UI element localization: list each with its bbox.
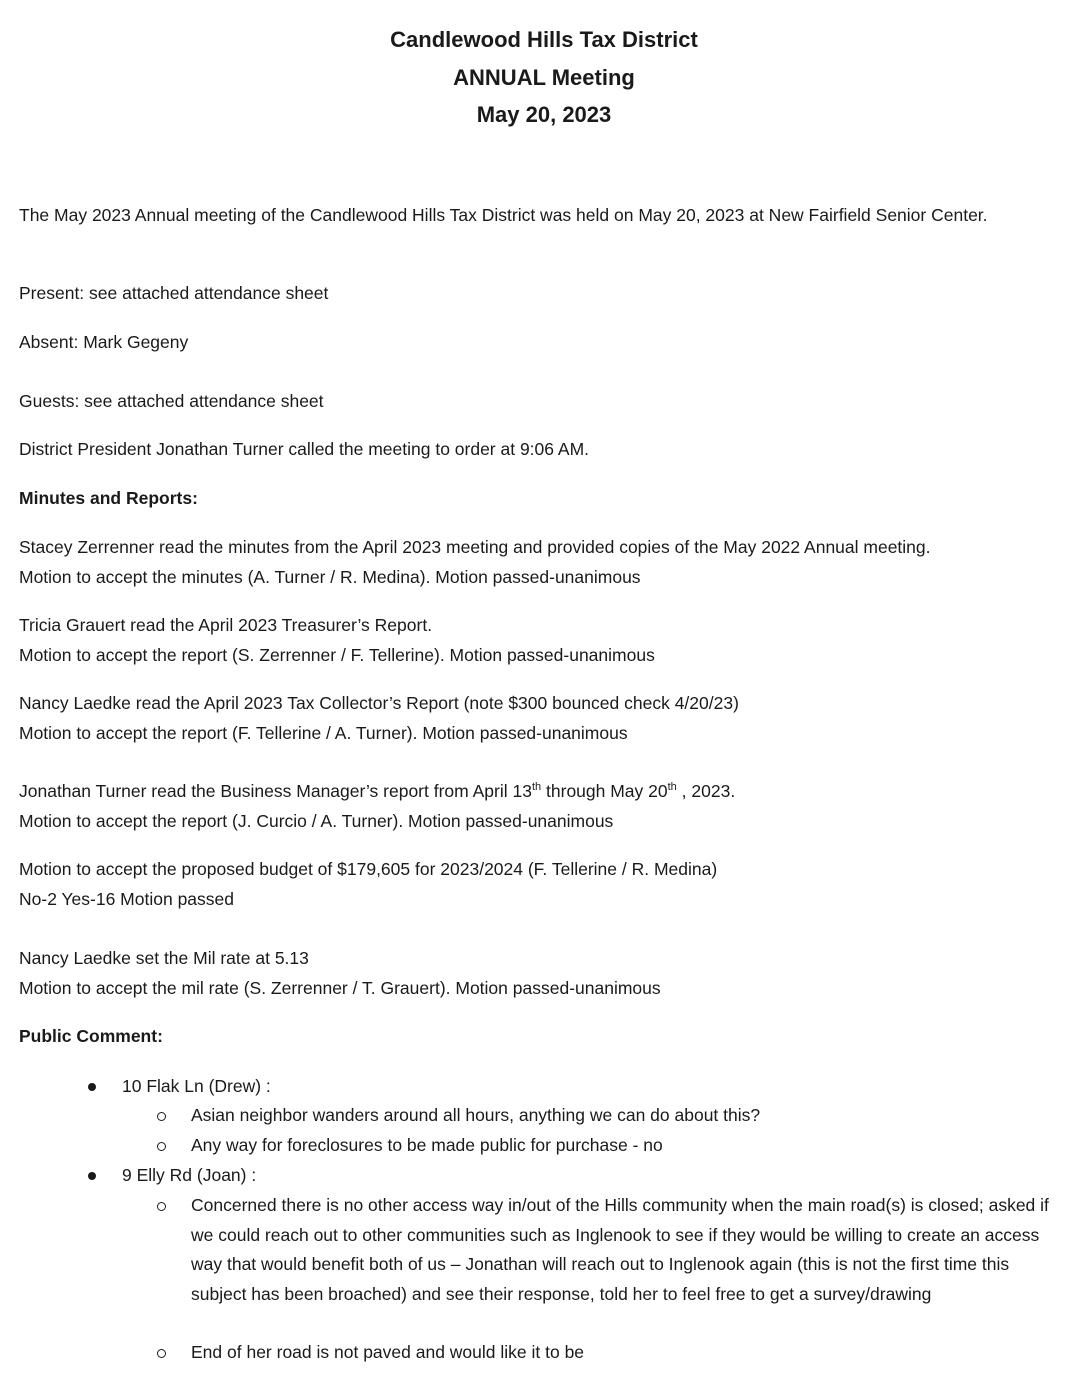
circle-bullet-icon: [157, 1112, 166, 1121]
comment-item: Concerned there is no other access way in/out of the Hills community when the main road(s) is closed; asked if we could reach out to other communities such as Inglenook to see if they would be willing to create an access way that would benefit both of us – Jonathan will reach out to Inglenook again (this is not the first time this subject has been broached) and see their response, told her to feel free to get a survey/drawing: [191, 1195, 1049, 1304]
intro-paragraph: The May 2023 Annual meeting of the Candlewood Hills Tax District was held on May 20, 2023 at New Fairfield Senior Center.: [19, 205, 988, 225]
treasurer-block: [19, 611, 1059, 670]
circle-bullet-icon: [157, 1349, 166, 1358]
mil-rate-motion-line: Motion to accept the mil rate (S. Zerrenner / T. Grauert). Motion passed-unanimous: [19, 977, 661, 998]
circle-bullet-icon: [157, 1142, 166, 1151]
treasurer-motion-line: Motion to accept the report (S. Zerrenner / F. Tellerine). Motion passed-unanimous: [19, 644, 655, 665]
bullet-icon: [88, 1172, 96, 1180]
business-manager-read-line: [19, 777, 1059, 807]
bm-sup-2: th: [667, 781, 677, 794]
present-line: Present: see attached attendance sheet: [19, 283, 329, 303]
comment-item: Any way for foreclosures to be made public for purchase - no: [191, 1135, 663, 1155]
budget-vote-line: No-2 Yes-16 Motion passed: [19, 888, 234, 909]
comment-label-elly: 9 Elly Rd (Joan) :: [122, 1165, 257, 1185]
mil-rate-block: [19, 944, 1059, 1003]
absent-line: Absent: Mark Gegeny: [19, 332, 189, 352]
bm-sup-1: th: [531, 781, 542, 794]
meeting-date: May 20, 2023: [476, 102, 612, 127]
business-manager-block: [19, 777, 1059, 836]
bm-text-2: through May 20: [541, 781, 668, 801]
tax-collector-block: [19, 689, 1059, 748]
guests-line: Guests: see attached attendance sheet: [19, 391, 324, 411]
bm-text-3: , 2023.: [676, 781, 736, 801]
comment-item: End of her road is not paved and would like it to be: [191, 1342, 585, 1362]
document-header: [0, 0, 1088, 134]
bm-text-1: Jonathan Turner read the Business Manager’s report from April 13: [19, 781, 532, 801]
mil-rate-line: Nancy Laedke set the Mil rate at 5.13: [19, 948, 309, 968]
bullet-icon: [88, 1083, 96, 1091]
comment-item: Asian neighbor wanders around all hours, anything we can do about this?: [191, 1105, 761, 1125]
district-title: Candlewood Hills Tax District: [390, 27, 698, 52]
minutes-heading: Minutes and Reports:: [19, 488, 198, 508]
minutes-read-line: Stacey Zerrenner read the minutes from the April 2023 meeting and provided copies of the May 2022 Annual meeting.: [19, 537, 931, 557]
public-comment-heading: Public Comment:: [19, 1026, 163, 1046]
circle-bullet-icon: [157, 1202, 166, 1211]
tax-collector-motion-line: Motion to accept the report (F. Tellerine / A. Turner). Motion passed-unanimous: [19, 722, 628, 743]
budget-block: [19, 855, 1059, 914]
minutes-motion-line: Motion to accept the minutes (A. Turner / R. Medina). Motion passed-unanimous: [19, 566, 641, 587]
treasurer-read-line: Tricia Grauert read the April 2023 Treasurer’s Report.: [19, 615, 433, 635]
call-to-order: District President Jonathan Turner called the meeting to order at 9:06 AM.: [19, 439, 590, 459]
minutes-block: [19, 533, 1059, 592]
comment-label-flak: 10 Flak Ln (Drew) :: [122, 1076, 271, 1096]
meeting-type: ANNUAL Meeting: [453, 64, 635, 90]
tax-collector-read-line: Nancy Laedke read the April 2023 Tax Collector’s Report (note $300 bounced check 4/20/23): [19, 693, 739, 713]
business-manager-motion-line: Motion to accept the report (J. Curcio / A. Turner). Motion passed-unanimous: [19, 810, 614, 831]
budget-motion-line: Motion to accept the proposed budget of $179,605 for 2023/2024 (F. Tellerine / R. Medina): [19, 859, 718, 879]
